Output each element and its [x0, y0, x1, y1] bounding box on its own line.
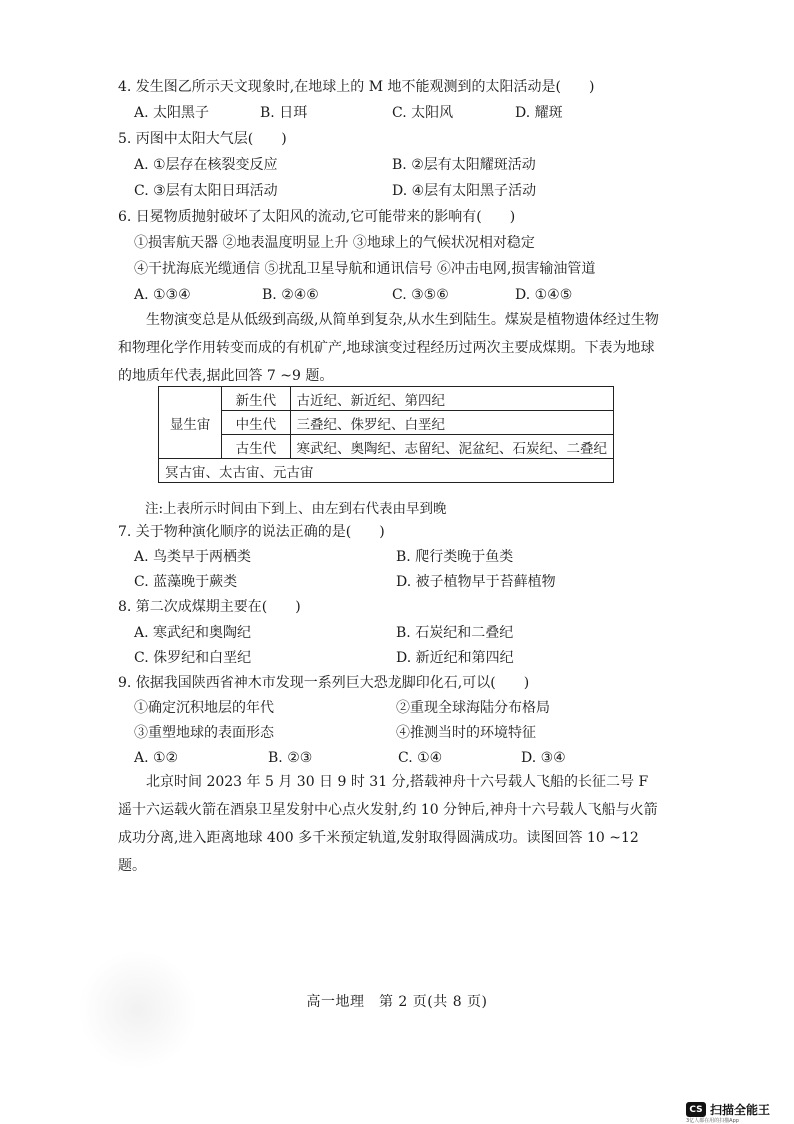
q5-option-d: D. ④层有太阳黑子活动	[392, 183, 537, 199]
q8-option-a: A. 寒武纪和奥陶纪	[134, 625, 252, 641]
q7-option-d: D. 被子植物早于苔藓植物	[396, 574, 556, 590]
q8-option-b: B. 石炭纪和二叠纪	[396, 625, 514, 641]
table-row	[159, 435, 614, 459]
q5-option-b: B. ②层有太阳耀斑活动	[392, 157, 536, 173]
scanner-watermark	[686, 1101, 770, 1118]
q9-item-1: ①确定沉积地层的年代	[134, 700, 274, 716]
watermark-tagline: 3亿人都在用的扫描App	[686, 1118, 739, 1124]
q4-option-c: C. 太阳风	[392, 105, 454, 121]
q9-option-a: A. ①②	[134, 750, 179, 766]
q7-option-a: A. 鸟类早于两栖类	[134, 549, 252, 565]
q9-option-b: B. ②③	[268, 750, 313, 766]
q6-option-b: B. ②④⑥	[262, 287, 319, 303]
q8-option-d: D. 新近纪和第四纪	[396, 650, 514, 666]
q9-option-d: D. ③④	[521, 750, 566, 766]
geologic-time-table	[158, 386, 614, 483]
q5-option-c: C. ③层有太阳日珥活动	[134, 183, 278, 199]
question-4-stem: 4. 发生图乙所示天文现象时,在地球上的 M 地不能观测到的太阳活动是( )	[118, 79, 595, 95]
table-row	[159, 387, 614, 411]
q6-items-line-1: ①损害航天器 ②地表温度明显上升 ③地球上的气候状况相对稳定	[134, 235, 535, 251]
q9-item-4: ④推测当时的环境特征	[396, 725, 536, 741]
q7-option-c: C. 蓝藻晚于蕨类	[134, 574, 238, 590]
q6-items-line-2: ④干扰海底光缆通信 ⑤扰乱卫星导航和通讯信号 ⑥冲击电网,损害输油管道	[134, 261, 596, 277]
camscanner-logo-icon: CS	[686, 1102, 706, 1117]
question-5-stem: 5. 丙图中太阳大气层( )	[118, 131, 287, 147]
question-7-stem: 7. 关于物种演化顺序的说法正确的是( )	[118, 524, 385, 540]
q9-item-2: ②重现全球海陆分布格局	[396, 700, 550, 716]
era-cell: 中生代	[222, 411, 290, 435]
periods-cell: 寒武纪、奥陶纪、志留纪、泥盆纪、石炭纪、二叠纪	[290, 435, 614, 459]
passage-geologic-time: 生物演变总是从低级到高级,从简单到复杂,从水生到陆生。煤炭是植物遗体经过生物和物理化学作用转变而成的有机矿产,地球演变过程经历过两次主要成煤期。下表为地球的地质年代表,据此回答 7 ~9 题。	[118, 312, 659, 384]
q4-option-d: D. 耀斑	[515, 105, 563, 121]
eon-cell: 显生宙	[159, 387, 222, 459]
q4-option-b: B. 日珥	[260, 105, 308, 121]
table-row	[159, 411, 614, 435]
periods-cell: 古近纪、新近纪、第四纪	[290, 387, 614, 411]
q7-option-b: B. 爬行类晚于鱼类	[396, 549, 514, 565]
q9-option-c: C. ①④	[398, 750, 443, 766]
table-note: 注:上表所示时间由下到上、由左到右代表由早到晚	[145, 501, 447, 517]
q9-item-3: ③重塑地球的表面形态	[134, 725, 274, 741]
question-9-stem: 9. 依据我国陕西省神木市发现一系列巨大恐龙脚印化石,可以( )	[118, 675, 530, 691]
passage-shenzhou-16: 北京时间 2023 年 5 月 30 日 9 时 31 分,搭载神舟十六号载人飞船的长征二号 F 遥十六运载火箭在酒泉卫星发射中心点火发射,约 10 分钟后,神舟十六号载人飞船与火箭成功分离,进入距离地球 400 多千米预定轨道,发射取得圆满成功。读图回答 10 ~12 题。	[118, 774, 658, 874]
q6-option-d: D. ①④⑤	[515, 287, 573, 303]
question-8-stem: 8. 第二次成煤期主要在( )	[118, 599, 301, 615]
page-footer: 高一地理 第 2 页(共 8 页)	[306, 994, 488, 1010]
q4-option-a: A. 太阳黑子	[134, 105, 210, 121]
q6-option-c: C. ③⑤⑥	[392, 287, 449, 303]
watermark-name: 扫描全能王	[710, 1103, 771, 1117]
era-cell: 新生代	[222, 387, 290, 411]
q5-option-a: A. ①层存在核裂变反应	[134, 157, 278, 173]
periods-cell: 三叠纪、侏罗纪、白垩纪	[290, 411, 614, 435]
precambrian-cell: 冥古宙、太古宙、元古宙	[159, 459, 614, 483]
question-6-stem: 6. 日冕物质抛射破坏了太阳风的流动,它可能带来的影响有( )	[118, 209, 516, 225]
q6-option-a: A. ①③④	[134, 287, 191, 303]
table-row	[159, 459, 614, 483]
era-cell: 古生代	[222, 435, 290, 459]
q8-option-c: C. 侏罗纪和白垩纪	[134, 650, 252, 666]
